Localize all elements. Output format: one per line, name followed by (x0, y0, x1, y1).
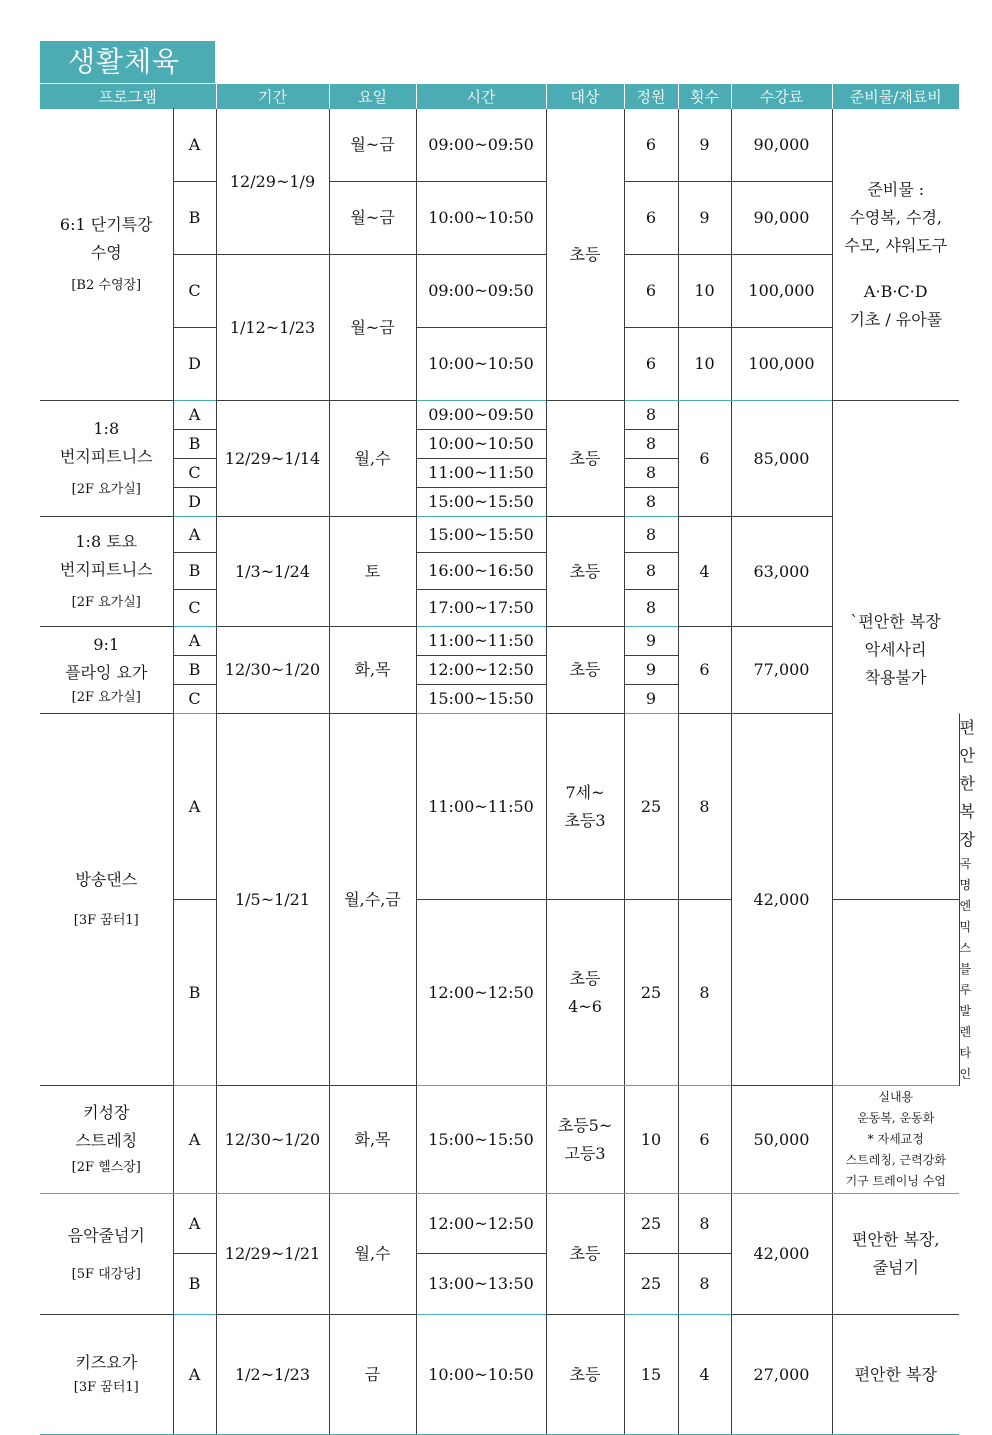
day-cell: 월~금 (329, 182, 416, 255)
program-location: [2F 요가실] (71, 689, 141, 705)
time-cell: 17:00~17:50 (416, 590, 546, 627)
table-row (40, 401, 959, 430)
capacity-cell: 8 (624, 459, 678, 488)
target-text: 초등 (569, 968, 601, 988)
class-cell: A (173, 1086, 216, 1194)
program-name: 번지피트니스 (59, 447, 153, 467)
period-cell: 12/29~1/9 (216, 109, 329, 255)
period-cell: 12/30~1/20 (216, 1086, 329, 1194)
fee-cell: 63,000 (731, 517, 832, 627)
capacity-cell: 8 (624, 488, 678, 517)
class-cell: C (173, 255, 216, 328)
day-cell: 월,수 (329, 1194, 416, 1315)
capacity-cell: 15 (624, 1315, 678, 1435)
target-cell: 초등 (546, 1315, 624, 1435)
target-text: 초등5~ (557, 1115, 613, 1135)
time-cell: 16:00~16:50 (416, 553, 546, 590)
time-cell: 09:00~09:50 (416, 401, 546, 430)
program-cell (40, 517, 173, 627)
class-cell: C (173, 459, 216, 488)
page-title: 생활체육 (40, 41, 215, 83)
target-cell: 초등 (546, 401, 624, 517)
time-cell: 10:00~10:50 (416, 182, 546, 255)
table-row (40, 109, 959, 182)
program-cell (40, 627, 173, 714)
capacity-cell: 6 (624, 182, 678, 255)
time-cell: 10:00~10:50 (416, 1315, 546, 1435)
capacity-cell: 9 (624, 685, 678, 714)
materials-text: 준비물 : (867, 179, 925, 199)
header-program: 프로그램 (40, 84, 216, 109)
capacity-cell: 8 (624, 401, 678, 430)
capacity-cell: 9 (624, 656, 678, 685)
class-cell: B (173, 656, 216, 685)
program-location: [3F 꿈터1] (73, 1380, 139, 1396)
capacity-cell: 8 (624, 553, 678, 590)
period-cell: 12/29~1/21 (216, 1194, 329, 1315)
count-cell: 8 (678, 1254, 731, 1315)
count-cell: 6 (678, 627, 731, 714)
count-cell: 9 (678, 182, 731, 255)
count-cell: 6 (678, 1086, 731, 1194)
class-cell: D (173, 488, 216, 517)
fee-cell: 100,000 (731, 255, 832, 328)
day-cell: 월~금 (329, 255, 416, 401)
table-row (40, 182, 959, 255)
materials-text: 편안한 복장, (852, 1230, 940, 1249)
header-period: 기간 (216, 84, 329, 109)
materials-text: 스트레칭, 근력강화 (845, 1153, 946, 1167)
fee-cell: 90,000 (731, 109, 832, 182)
class-cell: A (173, 1194, 216, 1254)
program-location: [3F 꿈터1] (73, 913, 139, 929)
header-count: 횟수 (678, 84, 731, 109)
materials-text: 실내용 (878, 1090, 914, 1104)
materials-text: 수영복, 수경, (849, 207, 943, 227)
program-cell (40, 1315, 173, 1435)
day-cell: 화,목 (329, 627, 416, 714)
count-cell: 6 (678, 401, 731, 517)
materials-text: 줄넘기 (872, 1258, 919, 1277)
time-cell: 09:00~09:50 (416, 255, 546, 328)
time-cell: 10:00~10:50 (416, 430, 546, 459)
count-cell: 10 (678, 328, 731, 401)
day-cell: 토 (329, 517, 416, 627)
capacity-cell: 8 (624, 517, 678, 553)
header-day: 요일 (329, 84, 416, 109)
capacity-cell: 8 (624, 590, 678, 627)
time-cell: 15:00~15:50 (416, 517, 546, 553)
table-row (40, 627, 959, 656)
program-name: 음악줄넘기 (67, 1225, 145, 1245)
target-text: 4~6 (568, 996, 602, 1016)
class-cell: B (173, 430, 216, 459)
time-cell: 10:00~10:50 (416, 328, 546, 401)
target-cell (546, 1086, 624, 1194)
class-cell: D (173, 328, 216, 401)
table-row (40, 1086, 959, 1194)
materials-text: 악세사리 (864, 640, 927, 659)
capacity-cell: 8 (624, 430, 678, 459)
program-cell (40, 1086, 173, 1194)
program-cell (40, 401, 173, 517)
target-cell (546, 900, 624, 1086)
program-location: [2F 요가실] (71, 595, 141, 611)
fee-cell: 27,000 (731, 1315, 832, 1435)
time-cell: 09:00~09:50 (416, 109, 546, 182)
period-cell: 1/12~1/23 (216, 255, 329, 401)
capacity-cell: 25 (624, 1254, 678, 1315)
time-cell: 15:00~15:50 (416, 1086, 546, 1194)
program-location: [2F 요가실] (71, 482, 141, 498)
fee-cell: 50,000 (731, 1086, 832, 1194)
target-cell: 초등 (546, 1194, 624, 1315)
class-cell: B (173, 1254, 216, 1315)
class-cell: C (173, 590, 216, 627)
program-name: 키즈요가 (75, 1353, 138, 1373)
class-cell: A (173, 1315, 216, 1435)
program-name: 1:8 토요 (75, 532, 138, 552)
class-cell: A (173, 714, 216, 900)
header-capacity: 정원 (624, 84, 678, 109)
materials-cell (832, 401, 959, 900)
table-row (40, 328, 959, 401)
capacity-cell: 10 (624, 1086, 678, 1194)
materials-cell: 편안한 복장 (832, 1315, 959, 1435)
count-cell: 10 (678, 255, 731, 328)
time-cell: 11:00~11:50 (416, 627, 546, 656)
day-cell: 화,목 (329, 1086, 416, 1194)
program-name: 플라잉 요가 (65, 662, 148, 682)
capacity-cell: 6 (624, 328, 678, 401)
time-cell: 13:00~13:50 (416, 1254, 546, 1315)
program-name: 9:1 (93, 634, 120, 654)
materials-text: 수모, 샤워도구 (844, 235, 948, 255)
materials-text: * 자세교정 (867, 1132, 924, 1146)
target-text: 7세~ (565, 782, 605, 802)
header-time: 시간 (416, 84, 546, 109)
materials-cell (832, 1194, 959, 1315)
target-cell: 초등 (546, 517, 624, 627)
materials-cell (832, 109, 959, 401)
fee-cell: 85,000 (731, 401, 832, 517)
program-cell (40, 109, 173, 401)
program-cell (40, 1194, 173, 1315)
schedule-table (40, 84, 975, 1435)
class-cell: A (173, 401, 216, 430)
target-cell: 초등 (546, 109, 624, 401)
period-cell: 12/30~1/20 (216, 627, 329, 714)
materials-text: 착용불가 (864, 668, 927, 687)
program-location: [5F 대강당] (71, 1266, 141, 1282)
day-cell: 월~금 (329, 109, 416, 182)
program-location: [2F 헬스장] (71, 1160, 141, 1176)
materials-text: A·B·C·D (863, 281, 928, 301)
materials-cell (832, 1086, 959, 1194)
class-cell: C (173, 685, 216, 714)
count-cell: 9 (678, 109, 731, 182)
program-name: 스트레칭 (75, 1131, 138, 1151)
class-cell: A (173, 627, 216, 656)
program-name: 방송댄스 (75, 870, 138, 890)
class-cell: A (173, 517, 216, 553)
table-row (40, 517, 959, 553)
materials-text: 기초 / 유아풀 (849, 309, 943, 329)
program-cell (40, 714, 173, 1086)
capacity-cell: 25 (624, 714, 678, 900)
time-cell: 15:00~15:50 (416, 685, 546, 714)
period-cell: 1/2~1/23 (216, 1315, 329, 1435)
table-row: 방송댄스 [3F 꿈터1] A 1/5~1/21 월,수,금 11:00~11:50 7세~ 초등3 25 8 42,000 편안한 복장 곡명 엔믹스 블루발렌타인 (40, 714, 959, 900)
period-cell: 12/29~1/14 (216, 401, 329, 517)
target-text: 초등3 (564, 810, 606, 830)
header-fee: 수강료 (731, 84, 832, 109)
capacity-cell: 6 (624, 255, 678, 328)
day-cell: 월,수,금 (329, 714, 416, 1086)
time-cell: 12:00~12:50 (416, 656, 546, 685)
materials-text: `편안한 복장 (850, 612, 941, 631)
count-cell: 4 (678, 517, 731, 627)
period-cell: 1/5~1/21 (216, 714, 329, 1086)
period-cell: 1/3~1/24 (216, 517, 329, 627)
materials-text: 운동복, 운동화 (857, 1111, 935, 1125)
time-cell: 12:00~12:50 (416, 1194, 546, 1254)
capacity-cell: 9 (624, 627, 678, 656)
count-cell: 8 (678, 1194, 731, 1254)
capacity-cell: 25 (624, 1194, 678, 1254)
header-target: 대상 (546, 84, 624, 109)
program-name: 키성장 (83, 1103, 130, 1123)
day-cell: 월,수 (329, 401, 416, 517)
time-cell: 11:00~11:50 (416, 459, 546, 488)
target-text: 고등3 (564, 1143, 606, 1163)
count-cell: 4 (678, 1315, 731, 1435)
fee-cell: 90,000 (731, 182, 832, 255)
header-materials: 준비물/재료비 (832, 84, 959, 109)
class-cell: B (173, 900, 216, 1086)
fee-cell: 77,000 (731, 627, 832, 714)
program-name: 1:8 (93, 419, 120, 439)
target-cell (546, 714, 624, 900)
fee-cell: 100,000 (731, 328, 832, 401)
time-cell: 15:00~15:50 (416, 488, 546, 517)
class-cell: B (173, 182, 216, 255)
table-row (40, 1315, 959, 1435)
table-header-row (40, 84, 959, 109)
fee-cell: 42,000 (731, 1194, 832, 1315)
table-row (40, 1194, 959, 1254)
program-name: 6:1 단기특강 (59, 215, 153, 235)
target-cell: 초등 (546, 627, 624, 714)
day-cell: 금 (329, 1315, 416, 1435)
fee-cell: 42,000 (731, 714, 832, 1086)
count-cell: 8 (678, 900, 731, 1086)
program-name: 수영 (90, 243, 122, 263)
program-name: 번지피트니스 (59, 560, 153, 580)
class-cell: A (173, 109, 216, 182)
program-location: [B2 수영장] (71, 278, 142, 294)
table-row (40, 255, 959, 328)
capacity-cell: 6 (624, 109, 678, 182)
capacity-cell: 25 (624, 900, 678, 1086)
materials-text: 기구 트레이닝 수업 (845, 1174, 946, 1188)
time-cell: 12:00~12:50 (416, 900, 546, 1086)
class-cell: B (173, 553, 216, 590)
count-cell: 8 (678, 714, 731, 900)
time-cell: 11:00~11:50 (416, 714, 546, 900)
